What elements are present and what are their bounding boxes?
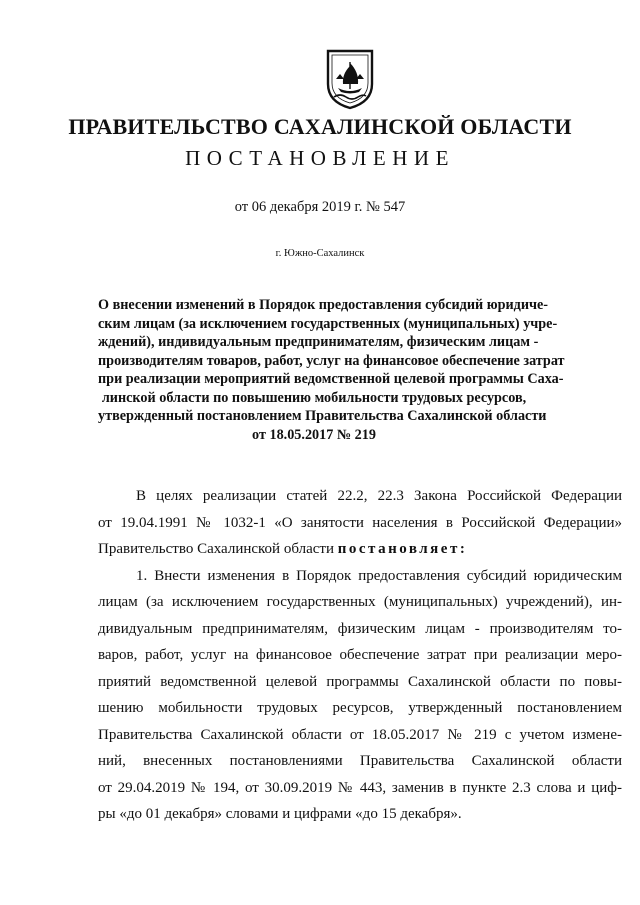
coat-of-arms-icon [325,48,375,110]
clause-line: приятий ведомственной целевой программы Сахалинской области по повы- [98,673,622,690]
preamble-prefix: Правительство Сахалинской области [98,541,338,557]
clause-line: ры «до 01 декабря» словами и цифрами «до 15 декабря». [98,806,462,822]
title-line: ждений), индивидуальным предпринимателям, физическим лицам - [98,334,539,350]
clause-line: шению мобильности трудовых ресурсов, утвержденный постановлением [98,700,622,716]
title-line: утвержденный постановлением Правительства Сахалинской области [98,408,547,424]
clause-line: от 29.04.2019 № 194, от 30.09.2019 № 443, заменив в пункте 2.3 слова и циф- [98,779,622,796]
document-type: ПОСТАНОВЛЕНИЕ [185,146,455,170]
clause-line: лицам (за исключением государственных (муниципальных) учреждений), ин- [98,594,622,610]
title-line: от 18.05.2017 № 219 [252,426,376,443]
document-title [98,296,565,444]
title-line: при реализации мероприятий ведомственной целевой программы Саха- [98,371,564,387]
clause-line: варов, работ, услуг на финансовое обеспечение затрат при реализации меро- [98,647,622,663]
title-line: линской области по повышению мобильности трудовых ресурсов, [101,389,527,406]
clause-line: 1. Внести изменения в Порядок предоставления субсидий юридическим [136,567,622,584]
title-line: производителям товаров, работ, услуг на финансовое обеспечение затрат [98,352,565,369]
decree-word: постановляет: [337,541,468,557]
document-body [98,483,622,828]
document-city: г. Южно-Сахалинск [275,248,365,259]
clause-line: Правительства Сахалинской области от 18.05.2017 № 219 с учетом измене- [98,726,622,743]
clause-line: дивидуальным предпринимателям, физическим лицам - производителям то- [98,620,622,637]
document-date-number: от 06 декабря 2019 г. № 547 [234,199,406,215]
clause-line: ний, внесенных постановлениями Правительства Сахалинской области [98,753,622,769]
organization-name: ПРАВИТЕЛЬСТВО САХАЛИНСКОЙ ОБЛАСТИ [68,114,572,139]
preamble-line: от 19.04.1991 № 1032-1 «О занятости населения в Российской Федерации» [98,514,622,531]
title-line: ским лицам (за исключением государственных (муниципальных) учре- [98,315,558,332]
preamble-line: В целях реализации статей 22.2, 22.3 Закона Российской Федерации [136,488,622,504]
title-line: О внесении изменений в Порядок предоставления субсидий юридиче- [98,297,549,313]
preamble-line [98,536,622,563]
